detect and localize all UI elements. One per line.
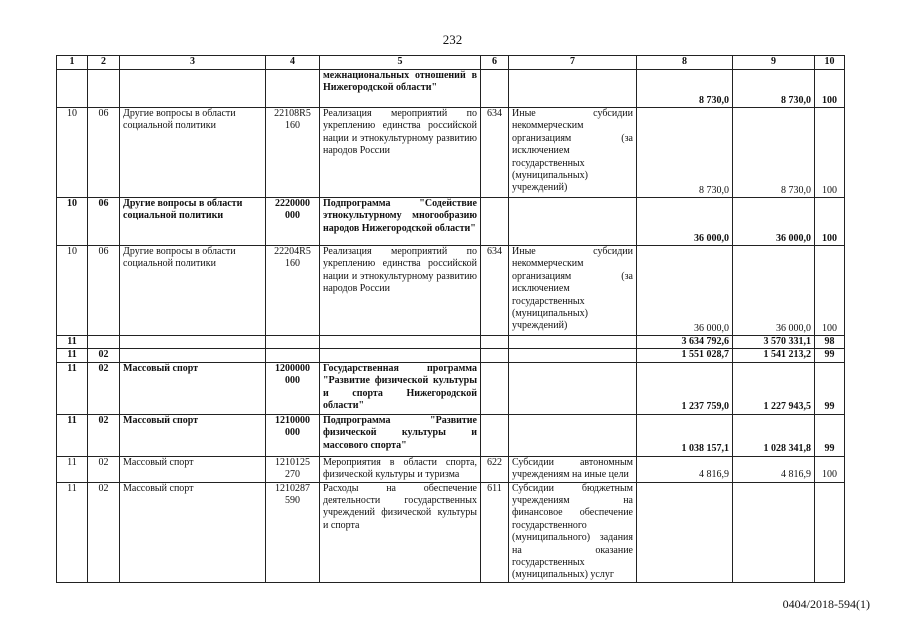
cell-col-5: Государственная программа "Развитие физической культуры и спорта Нижегородской области" [320, 362, 481, 414]
cell-col-8: 3 634 792,6 [637, 336, 733, 349]
table-row [57, 198, 845, 246]
column-header-4: 4 [266, 56, 320, 70]
cell-col-10: 100 [815, 246, 845, 336]
cell-col-6 [481, 362, 509, 414]
table-row [57, 246, 845, 336]
cell-col-2: 06 [88, 198, 120, 246]
cell-col-1: 10 [57, 246, 88, 336]
cell-col-8: 36 000,0 [637, 198, 733, 246]
cell-col-8: 8 730,0 [637, 70, 733, 108]
cell-col-9 [733, 482, 815, 582]
cell-col-3: Массовый спорт [120, 414, 266, 456]
cell-col-9: 1 227 943,5 [733, 362, 815, 414]
column-header-7: 7 [509, 56, 637, 70]
cell-col-10: 98 [815, 336, 845, 349]
table-header-row [57, 56, 845, 70]
cell-col-4 [266, 70, 320, 108]
cell-col-7: Субсидии бюджетным учреждениям на финансовое обеспечение государственного (муниципального) задания на оказание государственных (муниципальных) услуг [509, 482, 637, 582]
cell-col-5 [320, 336, 481, 349]
cell-col-2: 02 [88, 456, 120, 482]
cell-col-7 [509, 362, 637, 414]
cell-col-1: 11 [57, 349, 88, 362]
cell-col-4: 2220000 000 [266, 198, 320, 246]
cell-col-7: Иные субсидии некоммерческим организациям (за исключением государственных (муниципальных) учреждений) [509, 108, 637, 198]
cell-col-3: Массовый спорт [120, 456, 266, 482]
cell-col-2: 02 [88, 362, 120, 414]
cell-col-2: 02 [88, 349, 120, 362]
cell-col-7 [509, 70, 637, 108]
cell-col-3 [120, 70, 266, 108]
column-header-10: 10 [815, 56, 845, 70]
cell-col-9: 8 730,0 [733, 108, 815, 198]
cell-col-1: 10 [57, 198, 88, 246]
cell-col-1: 11 [57, 482, 88, 582]
cell-col-5 [320, 349, 481, 362]
cell-col-6: 634 [481, 108, 509, 198]
cell-col-4 [266, 349, 320, 362]
column-header-2: 2 [88, 56, 120, 70]
cell-col-2: 02 [88, 414, 120, 456]
cell-col-10: 100 [815, 198, 845, 246]
cell-col-4: 22204R5 160 [266, 246, 320, 336]
budget-table [56, 55, 845, 583]
table-row [57, 70, 845, 108]
cell-col-2 [88, 70, 120, 108]
table-body [57, 70, 845, 583]
cell-col-2: 06 [88, 246, 120, 336]
cell-col-1: 11 [57, 336, 88, 349]
cell-col-6 [481, 70, 509, 108]
cell-col-10: 100 [815, 108, 845, 198]
cell-col-1: 11 [57, 414, 88, 456]
table-row [57, 336, 845, 349]
table-row [57, 349, 845, 362]
cell-col-9: 36 000,0 [733, 198, 815, 246]
column-header-5: 5 [320, 56, 481, 70]
cell-col-10 [815, 482, 845, 582]
cell-col-7: Иные субсидии некоммерческим организациям (за исключением государственных (муниципальных) учреждений) [509, 246, 637, 336]
cell-col-5: Подпрограмма "Развитие физической культуры и массового спорта" [320, 414, 481, 456]
cell-col-8: 4 816,9 [637, 456, 733, 482]
column-header-9: 9 [733, 56, 815, 70]
cell-col-3: Массовый спорт [120, 362, 266, 414]
cell-col-1: 11 [57, 362, 88, 414]
column-header-6: 6 [481, 56, 509, 70]
cell-col-5: Реализация мероприятий по укреплению единства российской нации и этнокультурному развитию народов России [320, 246, 481, 336]
table-row [57, 482, 845, 582]
cell-col-4: 22108R5 160 [266, 108, 320, 198]
cell-col-8: 8 730,0 [637, 108, 733, 198]
cell-col-8: 1 038 157,1 [637, 414, 733, 456]
cell-col-4 [266, 336, 320, 349]
cell-col-6 [481, 198, 509, 246]
cell-col-3: Другие вопросы в области социальной политики [120, 246, 266, 336]
cell-col-2 [88, 336, 120, 349]
cell-col-8: 1 237 759,0 [637, 362, 733, 414]
table-row [57, 362, 845, 414]
table-row [57, 456, 845, 482]
page-number: 232 [442, 32, 463, 47]
cell-col-10: 100 [815, 70, 845, 108]
cell-col-8: 36 000,0 [637, 246, 733, 336]
cell-col-3: Другие вопросы в области социальной политики [120, 198, 266, 246]
column-header-8: 8 [637, 56, 733, 70]
cell-col-2: 02 [88, 482, 120, 582]
cell-col-4: 1210287 590 [266, 482, 320, 582]
cell-col-7: Субсидии автономным учреждениям на иные цели [509, 456, 637, 482]
cell-col-6 [481, 414, 509, 456]
cell-col-10: 99 [815, 349, 845, 362]
cell-col-2: 06 [88, 108, 120, 198]
cell-col-5: межнациональных отношений в Нижегородской области" [320, 70, 481, 108]
cell-col-10: 100 [815, 456, 845, 482]
cell-col-5: Реализация мероприятий по укреплению единства российской нации и этнокультурному развитию народов России [320, 108, 481, 198]
cell-col-6: 634 [481, 246, 509, 336]
cell-col-1: 11 [57, 456, 88, 482]
cell-col-8: 1 551 028,7 [637, 349, 733, 362]
cell-col-4: 1200000 000 [266, 362, 320, 414]
cell-col-6: 611 [481, 482, 509, 582]
document-code: 0404/2018-594(1) [782, 597, 870, 611]
cell-col-3 [120, 349, 266, 362]
cell-col-10: 99 [815, 362, 845, 414]
cell-col-8 [637, 482, 733, 582]
cell-col-7 [509, 336, 637, 349]
cell-col-1 [57, 70, 88, 108]
column-header-3: 3 [120, 56, 266, 70]
cell-col-6 [481, 336, 509, 349]
cell-col-9: 3 570 331,1 [733, 336, 815, 349]
cell-col-9: 36 000,0 [733, 246, 815, 336]
cell-col-7 [509, 349, 637, 362]
table-row [57, 414, 845, 456]
cell-col-3 [120, 336, 266, 349]
cell-col-4: 1210000 000 [266, 414, 320, 456]
cell-col-6 [481, 349, 509, 362]
table-row [57, 108, 845, 198]
cell-col-5: Мероприятия в области спорта, физической культуры и туризма [320, 456, 481, 482]
column-header-1: 1 [57, 56, 88, 70]
cell-col-9: 4 816,9 [733, 456, 815, 482]
cell-col-1: 10 [57, 108, 88, 198]
cell-col-10: 99 [815, 414, 845, 456]
cell-col-7 [509, 414, 637, 456]
cell-col-5: Подпрограмма "Содействие этнокультурному многообразию народов Нижегородской области" [320, 198, 481, 246]
cell-col-6: 622 [481, 456, 509, 482]
cell-col-4: 1210125 270 [266, 456, 320, 482]
cell-col-3: Другие вопросы в области социальной политики [120, 108, 266, 198]
cell-col-3: Массовый спорт [120, 482, 266, 582]
cell-col-9: 1 028 341,8 [733, 414, 815, 456]
cell-col-5: Расходы на обеспечение деятельности государственных учреждений физической культуры и спорта [320, 482, 481, 582]
cell-col-9: 1 541 213,2 [733, 349, 815, 362]
cell-col-9: 8 730,0 [733, 70, 815, 108]
cell-col-7 [509, 198, 637, 246]
